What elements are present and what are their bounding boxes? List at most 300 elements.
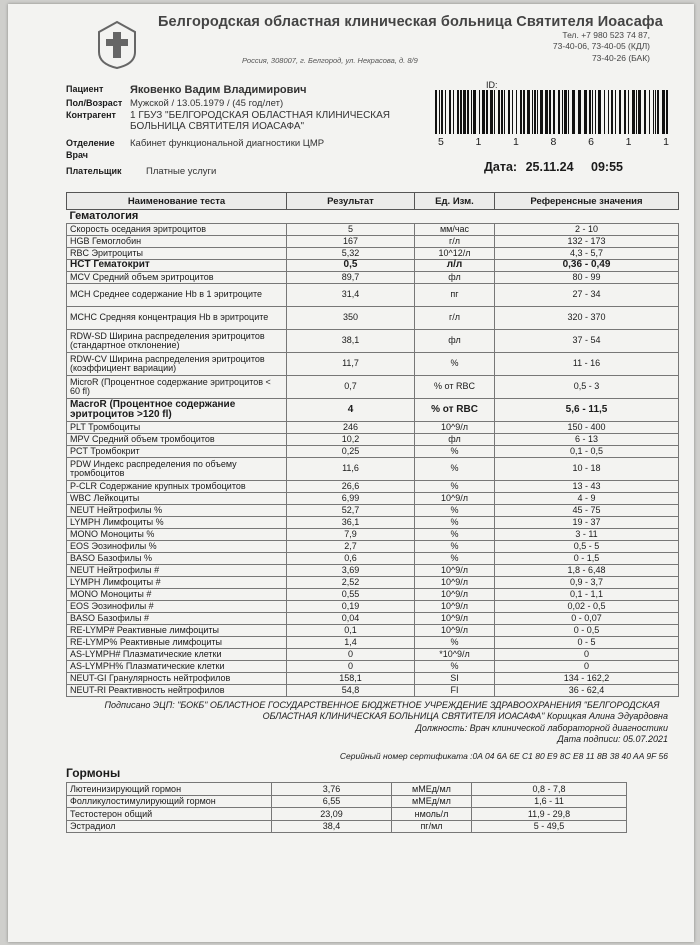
reference-cell: 132 - 173 <box>495 236 679 248</box>
unit-cell: 10^9/л <box>415 493 495 505</box>
reference-cell: 36 - 62,4 <box>495 685 679 697</box>
test-name-cell: WBC Лейкоциты <box>67 493 287 505</box>
patient-name: Яковенко Вадим Владимирович <box>130 84 307 96</box>
barcode-bar <box>504 90 505 134</box>
test-name-cell: RDW-SD Ширина распределения эритроцитов (стандартное отклонение) <box>67 330 287 353</box>
reference-cell: 0 - 0,07 <box>495 613 679 625</box>
barcode-digit: 5 <box>438 136 445 148</box>
unit-cell: 10^9/л <box>415 565 495 577</box>
hospital-address: Россия, 308007, г. Белгород, ул. Некрасова, д. 8/9 <box>242 56 418 65</box>
barcode-bar <box>564 90 567 134</box>
table-row <box>67 307 679 330</box>
barcode-bar <box>460 90 462 134</box>
time-value: 09:55 <box>591 160 624 174</box>
barcode-bar <box>657 90 659 134</box>
table-row <box>67 224 679 236</box>
reference-cell: 5 - 49,5 <box>472 820 627 833</box>
unit-cell: пг <box>415 284 495 307</box>
barcode-bar <box>655 90 656 134</box>
reference-cell: 0,5 - 3 <box>495 376 679 399</box>
table-row <box>67 284 679 307</box>
reference-cell: 0 <box>495 649 679 661</box>
table-row <box>67 422 679 434</box>
unit-cell: 10^9/л <box>415 422 495 434</box>
unit-cell: % <box>415 529 495 541</box>
result-cell: 0,5 <box>287 260 415 272</box>
barcode-bar <box>537 90 538 134</box>
hormones-title: Гормоны <box>66 766 121 781</box>
department-label: Отделение <box>66 138 115 148</box>
result-cell: 3,69 <box>287 565 415 577</box>
barcode-bar <box>545 90 548 134</box>
reference-cell: 11,9 - 29,8 <box>472 808 627 821</box>
result-cell: 6,55 <box>272 795 392 808</box>
signature-date: Дата подписи: 05.07.2021 <box>557 733 668 744</box>
contragent-row <box>66 110 390 132</box>
reference-cell: 1,8 - 6,48 <box>495 565 679 577</box>
lab-report-sheet <box>8 4 694 942</box>
unit-cell: фл <box>415 272 495 284</box>
sex-age-label: Пол/Возраст <box>66 98 123 108</box>
result-cell: 38,1 <box>287 330 415 353</box>
patient-info <box>66 82 668 192</box>
reference-cell: 0,1 - 1,1 <box>495 589 679 601</box>
table-row <box>67 399 679 422</box>
report-header <box>66 12 668 82</box>
unit-cell: % от RBC <box>415 399 495 422</box>
result-cell: 158,1 <box>287 673 415 685</box>
test-name-cell: Тестостерон общий <box>67 808 272 821</box>
barcode-bar <box>572 90 575 134</box>
table-row <box>67 236 679 248</box>
unit-cell: мМЕд/мл <box>392 795 472 808</box>
result-cell: 10,2 <box>287 434 415 446</box>
barcode-bar <box>666 90 668 134</box>
table-row <box>67 565 679 577</box>
barcode-bar <box>549 90 551 134</box>
signature-line: ОБЛАСТНАЯ КЛИНИЧЕСКАЯ БОЛЬНИЦА СВЯТИТЕЛЯ ИОАСАФА" Корицкая Алина Эдуардовна <box>262 711 668 722</box>
table-row <box>67 458 679 481</box>
table-row <box>67 434 679 446</box>
table-row <box>67 260 679 272</box>
barcode-bar <box>584 90 587 134</box>
column-header: Наименование теста <box>67 193 287 210</box>
unit-cell: мМЕд/мл <box>392 783 472 796</box>
barcode-digit: 1 <box>475 136 483 148</box>
barcode-bar <box>592 90 593 134</box>
test-name-cell: AS-LYMPH# Плазматические клетки <box>67 649 287 661</box>
patient-sex-age-row <box>66 98 283 109</box>
result-cell: 89,7 <box>287 272 415 284</box>
reference-cell: 0,9 - 3,7 <box>495 577 679 589</box>
barcode-bar <box>598 90 601 134</box>
section-title: Гематология <box>67 210 679 224</box>
result-cell: 5,32 <box>287 248 415 260</box>
department-row <box>66 138 324 149</box>
barcode-digit: 6 <box>588 136 595 148</box>
table-row <box>67 505 679 517</box>
section-row <box>67 210 679 224</box>
barcode-bar <box>619 90 621 134</box>
test-name-cell: NEUT Нейтрофилы % <box>67 505 287 517</box>
test-name-cell: RE-LYMP% Реактивные лимфоциты <box>67 637 287 649</box>
patient-name-row <box>66 84 307 96</box>
unit-cell: % <box>415 481 495 493</box>
barcode-digit: 1 <box>513 136 520 148</box>
barcode-bar <box>501 90 503 134</box>
table-row <box>67 625 679 637</box>
column-header: Результат <box>287 193 415 210</box>
test-name-cell: Скорость оседания эритроцитов <box>67 224 287 236</box>
table-row <box>67 637 679 649</box>
doctor-row <box>66 150 130 160</box>
phone-line: Тел. +7 980 523 74 87, <box>562 30 650 40</box>
unit-cell: 10^9/л <box>415 625 495 637</box>
barcode-bar <box>624 90 626 134</box>
certificate-serial: Серийный номер сертификата :0A 04 6A 6E C1 80 E9 8C E8 11 8B 38 40 AA 9F 56 <box>339 751 668 761</box>
reference-cell: 0,8 - 7,8 <box>472 783 627 796</box>
test-name-cell: MCH Среднее содержание Hb в 1 эритроците <box>67 284 287 307</box>
column-header: Референсные значения <box>495 193 679 210</box>
table-row <box>67 685 679 697</box>
reference-cell: 27 - 34 <box>495 284 679 307</box>
reference-cell: 4 - 9 <box>495 493 679 505</box>
test-name-cell: MONO Моноциты # <box>67 589 287 601</box>
result-cell: 0,19 <box>287 601 415 613</box>
unit-cell: % <box>415 446 495 458</box>
barcode-bar <box>494 90 495 134</box>
result-cell: 3,76 <box>272 783 392 796</box>
result-cell: 0 <box>287 649 415 661</box>
test-name-cell: MPV Средний объем тромбоцитов <box>67 434 287 446</box>
test-name-cell: NEUT Нейтрофилы # <box>67 565 287 577</box>
payer-row <box>66 166 216 177</box>
test-name-cell: Эстрадиол <box>67 820 272 833</box>
table-row <box>67 353 679 376</box>
unit-cell: 10^9/л <box>415 601 495 613</box>
unit-cell: л/л <box>415 260 495 272</box>
barcode-bar <box>611 90 613 134</box>
unit-cell: нмоль/л <box>392 808 472 821</box>
result-cell: 0 <box>287 661 415 673</box>
barcode-bar <box>615 90 616 134</box>
unit-cell: г/л <box>415 236 495 248</box>
test-name-cell: EOS Эозинофилы # <box>67 601 287 613</box>
table-row <box>67 330 679 353</box>
contragent-label: Контрагент <box>66 110 116 120</box>
result-cell: 246 <box>287 422 415 434</box>
unit-cell: % от RBC <box>415 376 495 399</box>
unit-cell: % <box>415 541 495 553</box>
reference-cell: 0,5 - 5 <box>495 541 679 553</box>
results-header-row <box>67 193 679 210</box>
result-cell: 23,09 <box>272 808 392 821</box>
barcode-bar <box>608 90 609 134</box>
table-row <box>67 481 679 493</box>
test-name-cell: LYMPH Лимфоциты % <box>67 517 287 529</box>
barcode-bar <box>628 90 629 134</box>
reference-cell: 6 - 13 <box>495 434 679 446</box>
table-row <box>67 673 679 685</box>
test-name-cell: BASO Базофилы # <box>67 613 287 625</box>
table-row <box>67 783 627 796</box>
barcode-bar <box>482 90 485 134</box>
contragent-line: 1 ГБУЗ "БЕЛГОРОДСКАЯ ОБЛАСТНАЯ КЛИНИЧЕСКАЯ <box>130 110 391 121</box>
reference-cell: 2 - 10 <box>495 224 679 236</box>
reference-cell: 45 - 75 <box>495 505 679 517</box>
department-value: Кабинет функциональной диагностики ЦМР <box>130 138 325 149</box>
barcode-bar <box>662 90 665 134</box>
reference-cell: 0,1 - 0,5 <box>495 446 679 458</box>
barcode-bar <box>449 90 451 134</box>
contragent-line: БОЛЬНИЦА СВЯТИТЕЛЯ ИОАСАФА" <box>130 121 305 132</box>
reference-cell: 4,3 - 5,7 <box>495 248 679 260</box>
barcode-bar <box>632 90 635 134</box>
unit-cell: 10^9/л <box>415 589 495 601</box>
table-row <box>67 808 627 821</box>
table-row <box>67 577 679 589</box>
phone-line: 73-40-26 (БАК) <box>591 52 650 63</box>
unit-cell: % <box>415 458 495 481</box>
table-row <box>67 661 679 673</box>
unit-cell: 10^9/л <box>415 613 495 625</box>
barcode-bar <box>471 90 472 134</box>
result-cell: 2,52 <box>287 577 415 589</box>
table-row <box>67 517 679 529</box>
barcode-bar <box>508 90 510 134</box>
result-cell: 5 <box>287 224 415 236</box>
barcode-bar <box>512 90 513 134</box>
test-name-cell: AS-LYMPH% Плазматические клетки <box>67 661 287 673</box>
test-name-cell: PCT Тромбокрит <box>67 446 287 458</box>
barcode-bar <box>486 90 488 134</box>
result-cell: 31,4 <box>287 284 415 307</box>
barcode-digit: 1 <box>625 136 633 148</box>
unit-cell: % <box>415 553 495 565</box>
unit-cell: 10^12/л <box>415 248 495 260</box>
unit-cell: % <box>415 517 495 529</box>
hospital-logo-icon <box>96 20 138 70</box>
result-cell: 26,6 <box>287 481 415 493</box>
barcode-bar <box>604 90 605 134</box>
result-cell: 52,7 <box>287 505 415 517</box>
result-cell: 7,9 <box>287 529 415 541</box>
barcode-bar <box>457 90 459 134</box>
result-cell: 0,25 <box>287 446 415 458</box>
date-value: 25.11.24 <box>525 160 574 174</box>
barcode-bar <box>523 90 525 134</box>
unit-cell: мм/час <box>415 224 495 236</box>
test-name-cell: Фолликулостимулирующий гормон <box>67 795 272 808</box>
barcode-digit: 8 <box>550 136 558 148</box>
test-name-cell: RBC Эритроциты <box>67 248 287 260</box>
test-name-cell: NEUT-RI Реактивность нейтрофилов <box>67 685 287 697</box>
patient-id-label: ID: <box>486 80 498 90</box>
payer-label: Плательщик <box>66 166 122 176</box>
reference-cell: 11 - 16 <box>495 353 679 376</box>
reference-cell: 0,36 - 0,49 <box>495 260 679 272</box>
result-cell: 36,1 <box>287 517 415 529</box>
barcode-bar <box>653 90 654 134</box>
result-cell: 54,8 <box>287 685 415 697</box>
barcode-bar <box>644 90 646 134</box>
result-cell: 0,1 <box>287 625 415 637</box>
test-name-cell: RE-LYMP# Реактивные лимфоциты <box>67 625 287 637</box>
table-row <box>67 601 679 613</box>
reference-cell: 3 - 11 <box>495 529 679 541</box>
reference-cell: 37 - 54 <box>495 330 679 353</box>
reference-cell: 150 - 400 <box>495 422 679 434</box>
reference-cell: 1,6 - 11 <box>472 795 627 808</box>
barcode-bar <box>553 90 555 134</box>
reference-cell: 0 - 1,5 <box>495 553 679 565</box>
barcode-bar <box>527 90 530 134</box>
unit-cell: FI <box>415 685 495 697</box>
table-row <box>67 553 679 565</box>
test-name-cell: P-CLR Содержание крупных тромбоцитов <box>67 481 287 493</box>
barcode-bar <box>534 90 536 134</box>
barcode-bar <box>638 90 641 134</box>
test-name-cell: RDW-CV Ширина распределения эритроцитов (коэффициент вариации) <box>67 353 287 376</box>
barcode-bar <box>562 90 563 134</box>
signature-block <box>66 700 668 745</box>
table-row <box>67 529 679 541</box>
table-row <box>67 589 679 601</box>
unit-cell: г/л <box>415 307 495 330</box>
barcode-bar <box>453 90 454 134</box>
results-table <box>66 192 679 697</box>
result-cell: 0,04 <box>287 613 415 625</box>
unit-cell: 10^9/л <box>415 577 495 589</box>
hormones-table <box>66 782 627 833</box>
unit-cell: *10^9/л <box>415 649 495 661</box>
barcode-bar <box>520 90 522 134</box>
table-row <box>67 613 679 625</box>
unit-cell: фл <box>415 434 495 446</box>
result-cell: 6,99 <box>287 493 415 505</box>
test-name-cell: PLT Тромбоциты <box>67 422 287 434</box>
result-cell: 0,55 <box>287 589 415 601</box>
test-name-cell: BASO Базофилы % <box>67 553 287 565</box>
barcode-bar <box>636 90 637 134</box>
doctor-label: Врач <box>66 150 89 160</box>
hospital-name: Белгородская областная клиническая больница Святителя Иоасафа <box>158 14 663 30</box>
reference-cell: 0 - 0,5 <box>495 625 679 637</box>
patient-name-label: Пациент <box>66 84 104 94</box>
table-row <box>67 820 627 833</box>
reference-cell: 320 - 370 <box>495 307 679 330</box>
barcode-bar <box>435 90 437 134</box>
barcode-bar <box>595 90 596 134</box>
barcode-bar <box>498 90 500 134</box>
test-name-cell: HGB Гемоглобин <box>67 236 287 248</box>
unit-cell: пг/мл <box>392 820 472 833</box>
barcode-bar <box>463 90 466 134</box>
test-name-cell: MONO Моноциты % <box>67 529 287 541</box>
unit-cell: SI <box>415 673 495 685</box>
barcode-bar <box>558 90 560 134</box>
table-row <box>67 541 679 553</box>
barcode-bar <box>540 90 543 134</box>
barcode-bar <box>441 90 443 134</box>
contragent-value <box>130 110 390 132</box>
barcode-digits <box>438 136 670 148</box>
payer-value: Платные услуги <box>146 166 217 177</box>
test-name-cell: LYMPH Лимфоциты # <box>67 577 287 589</box>
table-row <box>67 446 679 458</box>
reference-cell: 0 - 5 <box>495 637 679 649</box>
unit-cell: % <box>415 661 495 673</box>
reference-cell: 134 - 162,2 <box>495 673 679 685</box>
test-name-cell: NEUT-GI Гранулярность нейтрофилов <box>67 673 287 685</box>
table-row <box>67 376 679 399</box>
table-row <box>67 493 679 505</box>
test-name-cell: Лютеинизирующий гормон <box>67 783 272 796</box>
test-name-cell: MacroR (Процентное содержание эритроцитов >120 fl) <box>67 399 287 422</box>
table-row <box>67 248 679 260</box>
reference-cell: 0,02 - 0,5 <box>495 601 679 613</box>
result-cell: 11,6 <box>287 458 415 481</box>
signature-position: Должность: Врач клинической лабораторной диагностики <box>415 722 668 733</box>
reference-cell: 80 - 99 <box>495 272 679 284</box>
date-label: Дата: <box>484 160 518 174</box>
hospital-phones <box>553 30 650 64</box>
barcode-bar <box>578 90 581 134</box>
result-cell: 11,7 <box>287 353 415 376</box>
barcode-icon <box>433 90 673 134</box>
test-name-cell: PDW Индекс распределения по объему тромбоцитов <box>67 458 287 481</box>
result-cell: 38,4 <box>272 820 392 833</box>
barcode-bar <box>532 90 533 134</box>
sex-age-value: Мужской / 13.05.1979 / (45 год/лет) <box>130 98 284 109</box>
barcode-bar <box>439 90 440 134</box>
barcode-bar <box>479 90 480 134</box>
table-row <box>67 795 627 808</box>
test-name-cell: MCHC Средняя концентрация Hb в эритроците <box>67 307 287 330</box>
result-cell: 350 <box>287 307 415 330</box>
column-header: Ед. Изм. <box>415 193 495 210</box>
test-name-cell: MicroR (Процентное содержание эритроцитов < 60 fl) <box>67 376 287 399</box>
test-name-cell: MCV Средний объем эритроцитов <box>67 272 287 284</box>
report-date <box>484 160 623 174</box>
reference-cell: 10 - 18 <box>495 458 679 481</box>
phone-line: 73-40-06, 73-40-05 (КДЛ) <box>552 41 650 52</box>
unit-cell: % <box>415 353 495 376</box>
barcode-digit: 1 <box>663 136 670 148</box>
barcode-bar <box>589 90 591 134</box>
barcode-bar <box>649 90 650 134</box>
reference-cell: 5,6 - 11,5 <box>495 399 679 422</box>
barcode-bar <box>516 90 517 134</box>
signature-line: Подписано ЭЦП: "БОКБ" ОБЛАСТНОЕ ГОСУДАРСТВЕННОЕ БЮДЖЕТНОЕ УЧРЕЖДЕНИЕ ЗДРАВООХРАНЕНИЯ "БЕЛГОРОДСКАЯ <box>104 700 660 710</box>
table-row <box>67 272 679 284</box>
barcode-bar <box>445 90 446 134</box>
unit-cell: фл <box>415 330 495 353</box>
result-cell: 0,7 <box>287 376 415 399</box>
reference-cell: 0 <box>495 661 679 673</box>
barcode-bar <box>490 90 493 134</box>
result-cell: 1,4 <box>287 637 415 649</box>
test-name-cell: HCT Гематокрит <box>67 260 287 272</box>
result-cell: 4 <box>287 399 415 422</box>
barcode-bar <box>467 90 469 134</box>
reference-cell: 13 - 43 <box>495 481 679 493</box>
result-cell: 2,7 <box>287 541 415 553</box>
result-cell: 167 <box>287 236 415 248</box>
barcode-bar <box>473 90 476 134</box>
test-name-cell: EOS Эозинофилы % <box>67 541 287 553</box>
reference-cell: 19 - 37 <box>495 517 679 529</box>
